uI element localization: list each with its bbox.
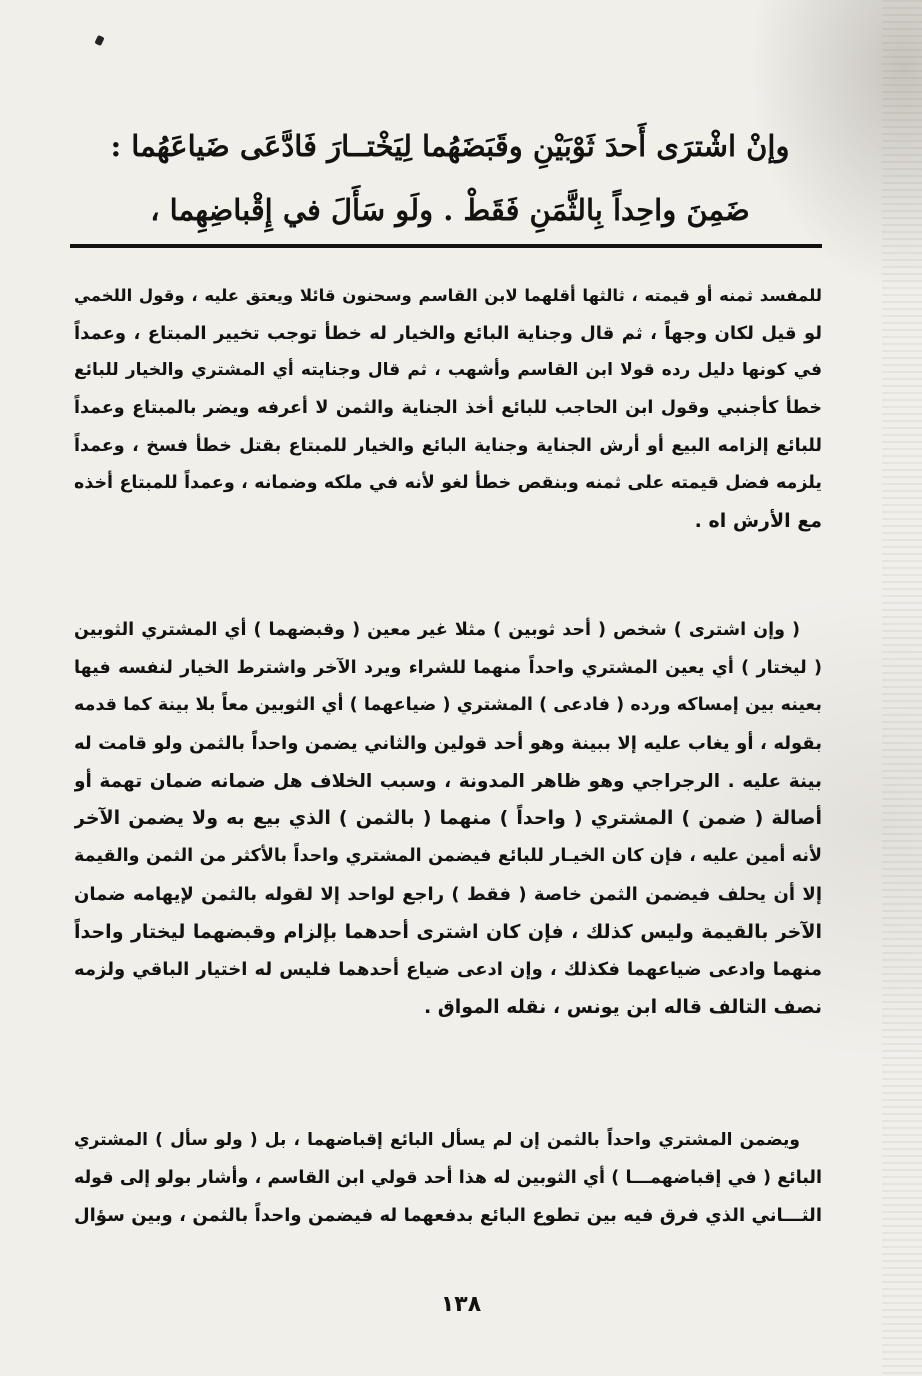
text-line: نصف التالف قاله ابن يونس ، نقله المواق . [423,995,822,1018]
text-line: للمفسد ثمنه أو قيمته ، ثالثها أقلهما لابن القاسم وسحنون قائلا ويعتق عليه ، وقول اللخمي [74,286,822,305]
matn-line-1: وإنْ اشْترَى أَحدَ ثَوْبَيْنِ وقَبَضَهُما لِيَخْتــارَ فَادَّعَى ضَياعَهُما : [110,129,790,163]
text-line: لأنه أمين عليه ، فإن كان الخيـار للبائع فيضمن المشتري واحداً بالأكثر من الثمن والقيمة [74,846,822,867]
text-line: منهما وادعى ضياعهما فكذلك ، وإن ادعى ضياع أحدهما فليس له اختيار الباقي ولزمه [74,959,822,981]
text-line: بقوله ، أو يغاب عليه إلا ببينة وهو أحد قولين والثاني يضمن واحداً بالثمن ولو قامت له [74,733,822,755]
text-line: لو قيل لكان وجهاً ، ثم قال وجناية البائع والخيار له خطأ توجب تخيير المبتاع ، وعمداً [74,322,822,344]
text-line: إلا أن يحلف فيضمن الثمن خاصة ( فقط ) راجع لواحد إلا لقوله بالثمن لإيهامه ضمان [74,883,822,905]
text-line: مع الأرش اه . [694,510,822,533]
text-line: ويضمن المشتري واحداً بالثمن إن لم يسأل البائع إقباضهما ، بل ( ولو سأل ) المشتري [74,1130,800,1150]
text-line: في كونها دليل رده قولا ابن القاسم وأشهب ، ثم قال وجنايته أي المشتري والخيار للبائع [74,360,822,381]
page-number: ١٣٨ [440,1292,482,1317]
text-line: يلزمه فضل قيمته على ثمنه وبنقص خطأ لغو لأنه في ملكه وضمانه ، وعمداً للمبتاع أخذه [74,473,822,494]
text-line: الآخر بالقيمة وليس كذلك ، فإن كان اشترى أحدهما بإلزام وقبضهما ليختار واحداً [74,920,822,943]
text-line: خطأ كأجنبي وقول ابن الحاجب للبائع أخذ الجناية والثمن لا أعرفه ويضر بالمبتاع وعمداً [74,398,822,419]
commentary-paragraph-2 [74,612,822,1027]
text-line: للبائع إلزامه البيع أو أرش الجناية وجناية البائع والخيار للمبتاع بقتل خطأ فسخ ، وعمداً [74,435,822,456]
text-line: بينة عليه . الرجراجي وهو ظاهر المدونة ، وسبب الخلاف هل ضمانه ضمان تهمة أو [74,770,822,792]
text-line: أصالة ( ضمن ) المشتري ( واحداً ) منهما ( بالثمن ) الذي بيع به ولا يضمن الآخر [74,807,822,830]
ink-speck [94,35,104,46]
text-line: الثـــاني الذي فرق فيه بين تطوع البائع بدفعهما له فيضمن واحداً بالثمن ، وبين سؤال [74,1205,822,1227]
text-line: البائع ( في إقباضهمـــا ) أي الثوبين له هذا أحد قولي ابن القاسم ، وأشار بولو إلى قوله [74,1167,822,1188]
commentary-paragraph-3 [74,1122,822,1235]
text-line: بعينه بين إمساكه ورده ( فادعى ) المشتري ( ضياعهما ) أي الثوبين معاً بلا بينة كما قدمه [74,695,822,716]
matn-line-2: ضَمِنَ واحِداً بِالثَّمَنِ فَقَطْ . ولَو سَأَلَ في إِقْباضِهِما ، [150,193,750,227]
text-line: ( وإن اشترى ) شخص ( أحد ثوبين ) مثلا غير معين ( وقبضهما ) أي المشتري الثوبين [74,620,800,640]
commentary-paragraph-1 [74,277,822,541]
text-line: ( ليختار ) أي يعين المشتري واحداً منهما للشراء ويرد الآخر واشترط الخيار لنفسه فيها [74,657,822,678]
scan-edge-noise [882,0,922,1376]
matn-divider-rule [70,244,822,248]
